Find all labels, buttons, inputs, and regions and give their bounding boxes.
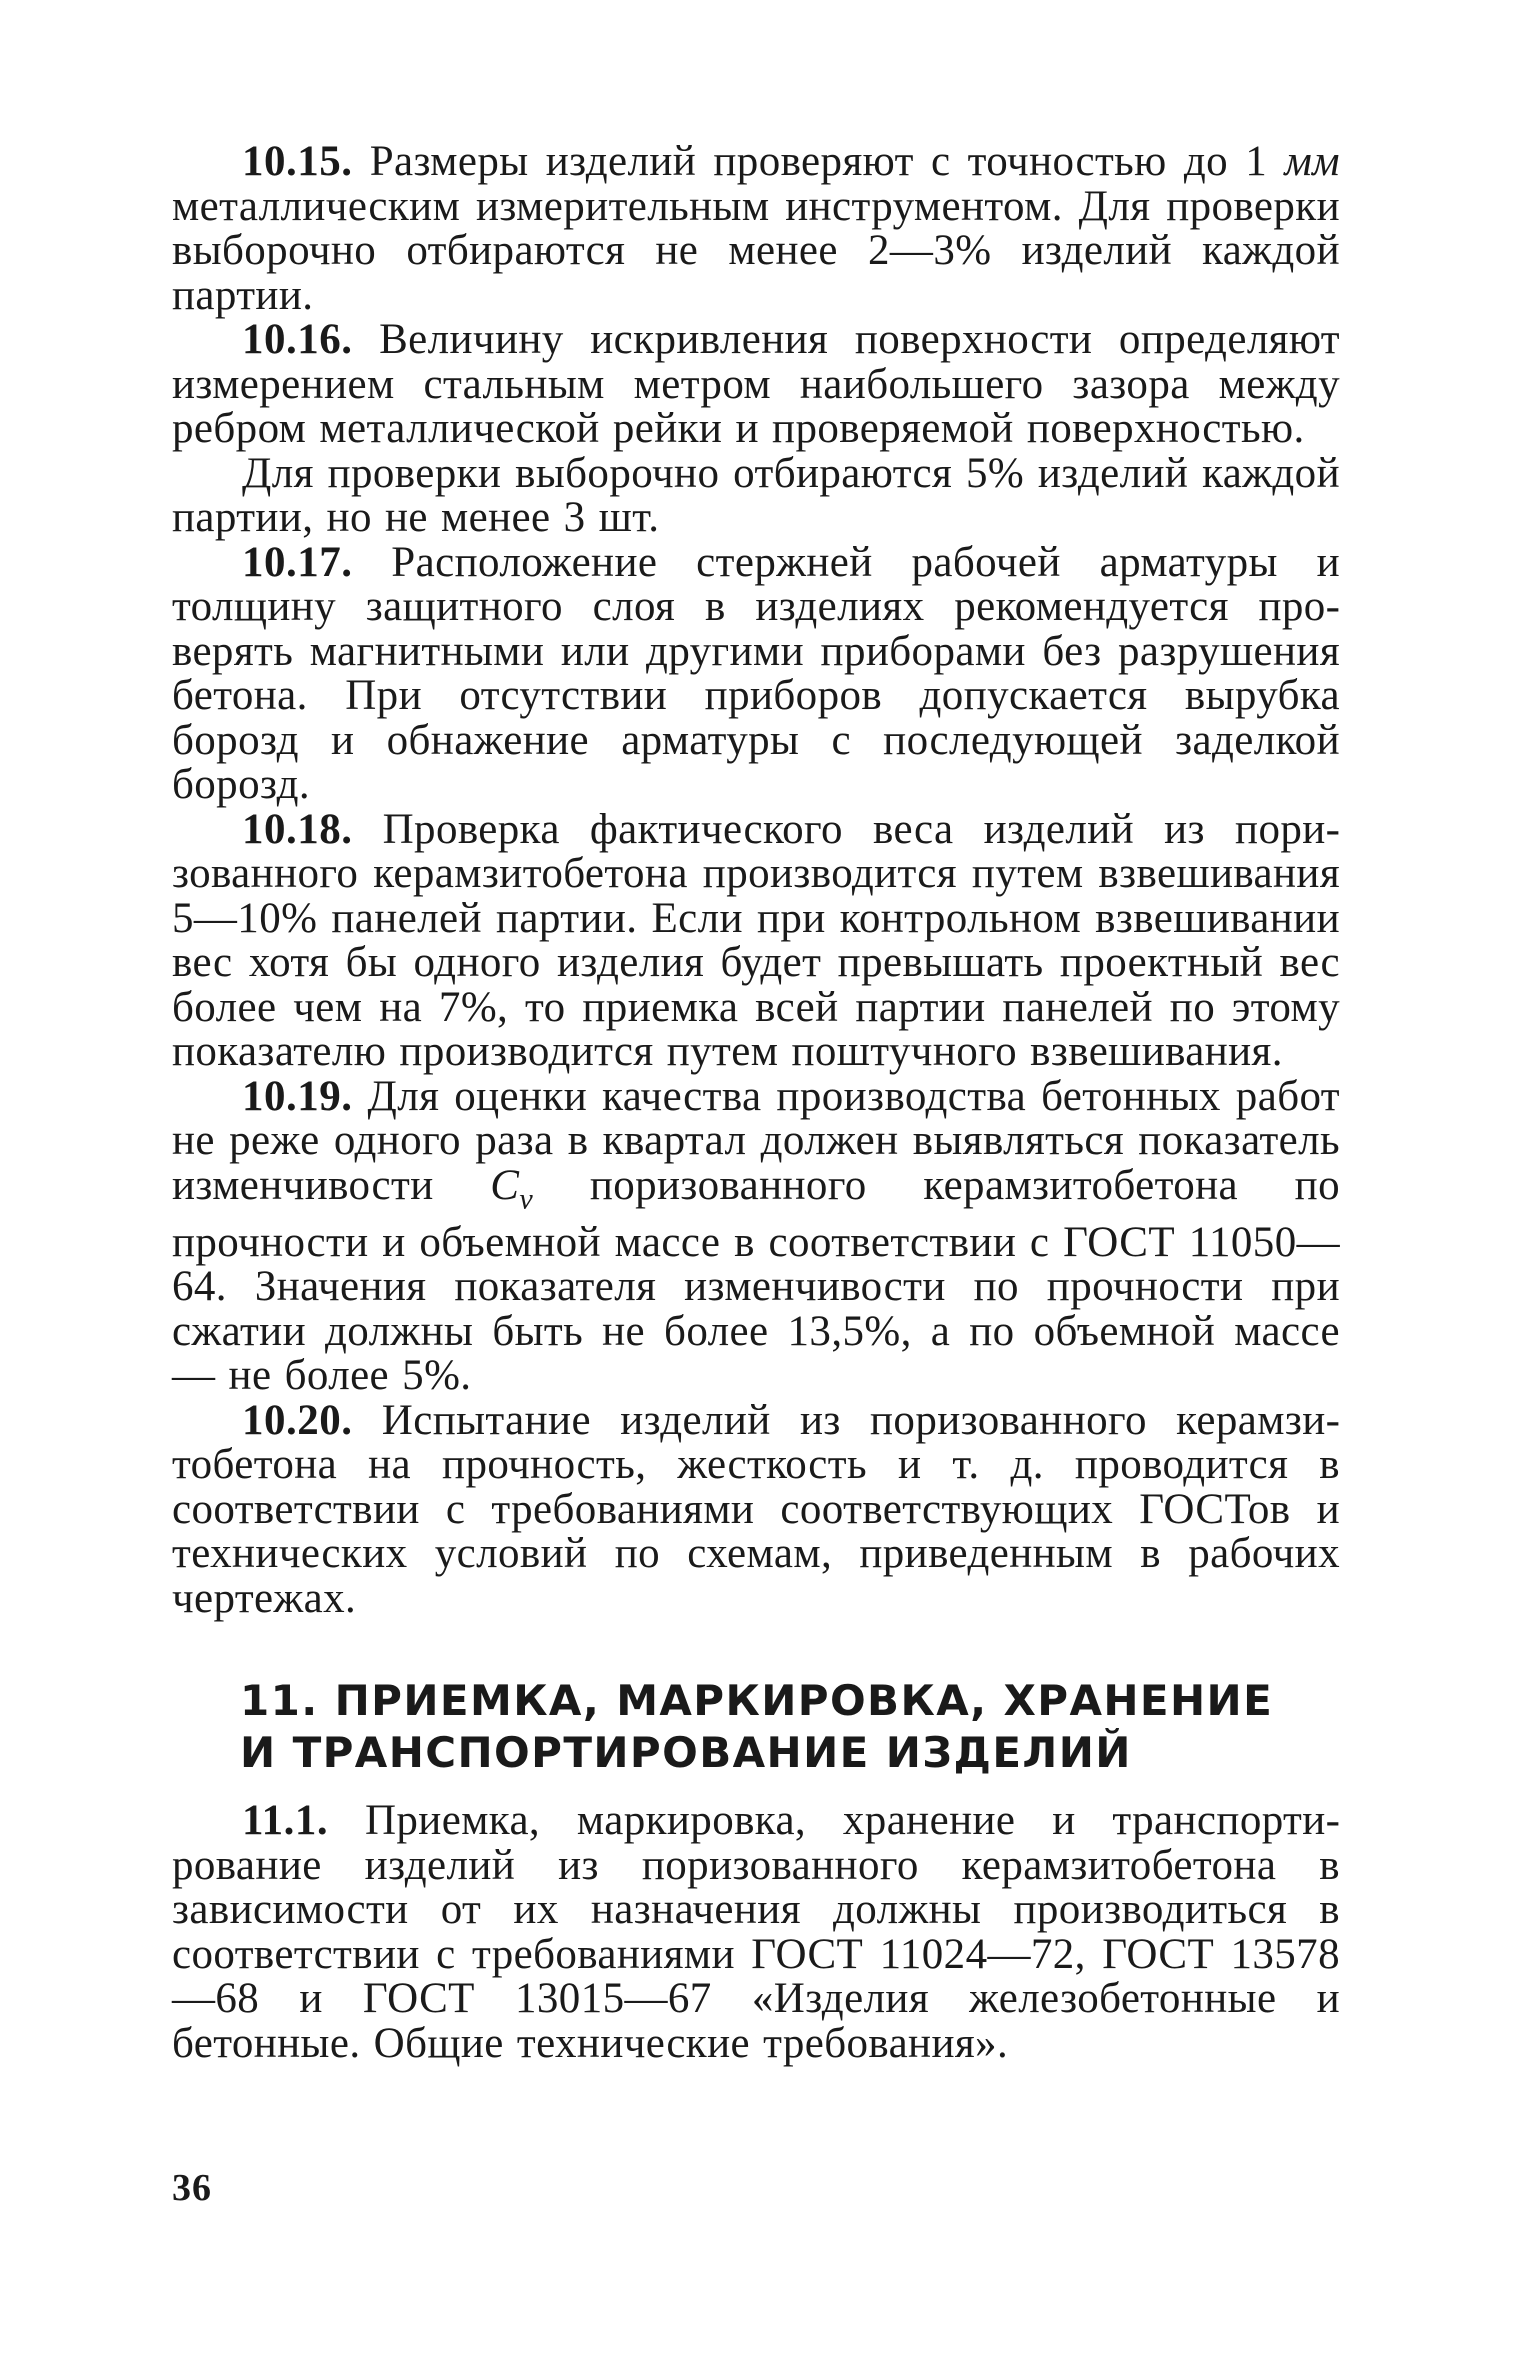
paragraph-number: 10.19.	[242, 1072, 353, 1120]
paragraph-number: 10.20.	[242, 1396, 353, 1444]
paragraph	[172, 1072, 1340, 1400]
paragraph-text: v	[519, 1181, 534, 1216]
paragraph-text: поризованного керамзитобетона по прочности и объемной массе в соответствии с ГОСТ 11050—64. Значения показателя изменчивости по прочности при сжатии должны быть не более 13,5%, а по объемной массе — не более 5%.	[172, 1161, 1340, 1400]
paragraph-text: Размеры изделий проверяют с точностью до 1	[352, 138, 1285, 185]
paragraph-text: Проверка фактического веса изделий из поризованного керамзитобетона производится путем взвешивания 5—10% панелей партии. Если при контрольном взвешивании вес хотя бы одного изделия будет превышать проектный вес более чем на 7%, то приемка всей партии панелей по этому показателю производится путем поштучного взвешивания.	[172, 805, 1340, 1075]
section-heading-line-2: И ТРАНСПОРТИРОВАНИЕ ИЗДЕЛИЙ	[240, 1728, 1132, 1778]
paragraph	[172, 318, 1340, 452]
page-number: 36	[172, 2167, 212, 2209]
paragraph-text: Для проверки выборочно отбираются 5% изделий каждой партии, но не менее 3 шт.	[172, 449, 1340, 541]
paragraph-text: металлическим измерительным инструментом. Для проверки выборочно отбираются не менее 2—3% изделий каждой партии.	[172, 182, 1340, 319]
paragraph-number: 10.17.	[242, 538, 353, 586]
paragraph-text: Для оценки качества производства бетонных работ не реже одного раза в квартал должен выявляться показатель изменчивости	[172, 1072, 1340, 1209]
paragraphs-section	[172, 140, 1340, 1621]
paragraph-text: Величину искривления поверхности определяют измерением стальным метром наибольшего зазора между ребром металлической рейки и проверяемой поверхностью.	[172, 316, 1340, 452]
paragraph	[172, 449, 1340, 541]
paragraph-number: 10.15.	[242, 138, 353, 185]
paragraph-text: мм	[1284, 138, 1340, 185]
paragraph-text: Испытание изделий из поризованного керамзитобетона на прочность, жесткость и т. д. проводится в соответствии с требованиями соответствующих ГОСТов и технических условий по схемам, приведенным в рабочих чертежах.	[172, 1396, 1340, 1622]
paragraph-number: 10.16.	[242, 316, 353, 363]
paragraph-number: 11.1.	[242, 1797, 329, 1845]
section-heading-line-1: 11. ПРИЕМКА, МАРКИРОВКА, ХРАНЕНИЕ	[240, 1676, 1274, 1726]
paragraph	[172, 1396, 1340, 1622]
paragraph	[172, 538, 1340, 808]
paragraph-text: Расположение стержней рабочей арматуры и толщину защитного слоя в изделиях рекомендуется проверять магнитными или другими приборами без разрушения бетона. При отсутствии приборов допускается вырубка борозд и обнажение арматуры с последующей заделкой борозд.	[172, 538, 1340, 808]
paragraph	[172, 805, 1340, 1075]
paragraph-text: C	[490, 1161, 520, 1209]
final-paragraph-section	[172, 1799, 1340, 2066]
paragraph-number: 10.18.	[242, 805, 353, 853]
section-heading	[172, 1675, 1340, 1779]
page-body	[172, 140, 1340, 2066]
paragraph-text: Приемка, маркировка, хранение и транспортирование изделий из поризованного керамзитобетона в зависимости от их назначения должны производиться в соответствии с требованиями ГОСТ 11024—72, ГОСТ 13578—68 и ГОСТ 13015—67 «Изделия железобетонные и бетонные. Общие технические требования».	[172, 1797, 1340, 2067]
paragraph	[172, 1799, 1340, 2066]
paragraph	[172, 140, 1340, 318]
